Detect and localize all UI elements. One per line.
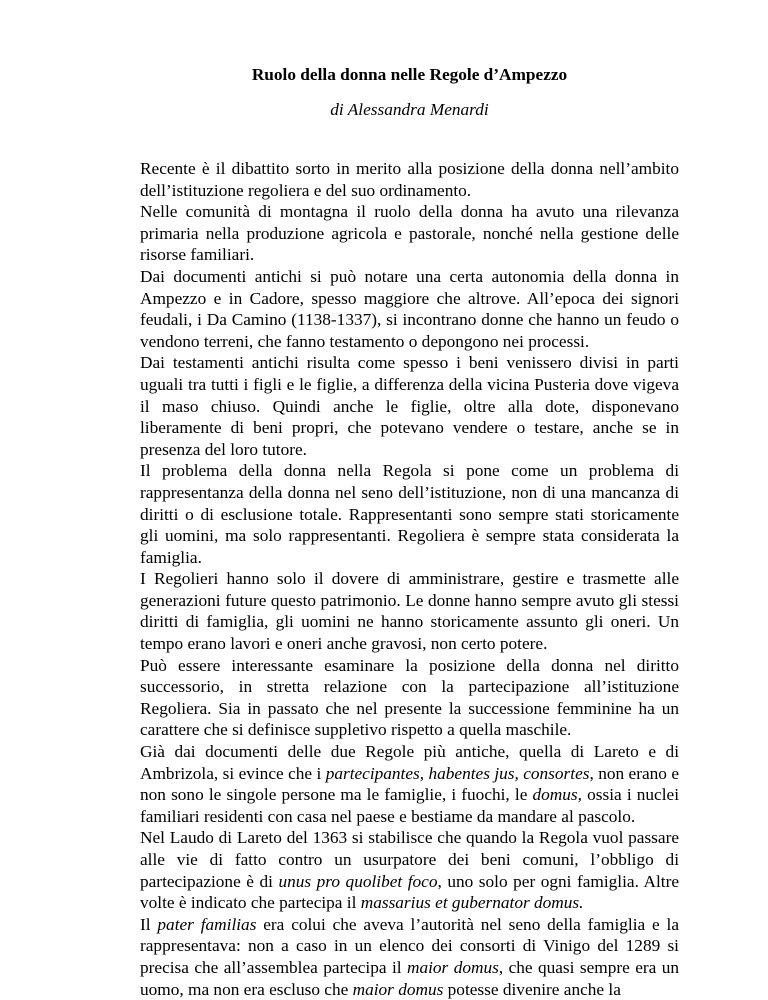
- text-run: Dai documenti antichi si può notare una certa autonomia della donna in Ampezzo e in Cadore, spesso maggiore che altrove. All’epoca dei signori feudali, i Da Camino (1138-1337), si incontrano donne che hanno un feudo o vendono terreni, che fanno testamento o depongono nei processi.: [140, 266, 679, 351]
- paragraph: [140, 460, 679, 568]
- paragraph: [140, 201, 679, 266]
- text-run: , ossia i nuclei familiari residenti con casa nel paese e bestiame da mandare al pascolo.: [140, 785, 679, 826]
- italic-phrase: domus: [532, 785, 578, 805]
- paragraph: [140, 741, 679, 827]
- paragraph: [140, 914, 679, 1000]
- text-run: Recente è il dibattito sorto in merito alla posizione della donna nell’ambito dell’istituzione regoliera e del suo ordinamento.: [140, 159, 679, 200]
- paragraph: [140, 352, 679, 460]
- text-run: Già dai documenti delle due Regole più antiche, quella di Lareto e di Ambrizola, si evince che i: [140, 742, 679, 783]
- text-run: Può essere interessante esaminare la posizione della donna nel diritto successorio, in stretta relazione con la partecipazione all’istituzione Regoliera. Sia in passato che nel presente la successione femminine ha un carattere che si definisce suppletivo rispetto a quella maschile.: [140, 655, 679, 740]
- italic-phrase: maior domus: [406, 957, 499, 977]
- document-title: Ruolo della donna nelle Regole d’Ampezzo: [251, 65, 568, 84]
- paragraph: [140, 266, 679, 352]
- text-run: , non erano e non sono le singole persone ma le famiglie, i fuochi, le: [140, 763, 679, 805]
- document-author: di Alessandra Menardi: [330, 100, 489, 119]
- text-run: Nelle comunità di montagna il ruolo della donna ha avuto una rilevanza primaria nella produzione agricola e pastorale, nonché nella gestione delle risorse familiari.: [140, 202, 679, 265]
- italic-phrase: maior domus: [352, 979, 444, 999]
- text-run: , che quasi sempre era un uomo, ma non era escluso che: [140, 957, 679, 999]
- paragraph: [140, 158, 679, 201]
- paragraph: [140, 655, 679, 741]
- text-run: Nel Laudo di Lareto del 1363 si stabilisce che quando la Regola vuol passare alle vie di fatto contro un usurpatore dei beni comuni, l’obbligo di partecipazione è di: [140, 828, 679, 891]
- italic-phrase: partecipantes, habentes jus, consortes: [325, 763, 590, 783]
- paragraph: [140, 568, 679, 654]
- text-run: , uno solo per ogni famiglia. Altre volte è indicato che partecipa il: [140, 871, 679, 913]
- paragraph: [140, 827, 679, 913]
- text-run: I Regolieri hanno solo il dovere di amministrare, gestire e trasmette alle generazioni future questo patrimonio. Le donne hanno sempre avuto gli stessi diritti di famiglia, gli uomini ne hanno storicamente assunto gli oneri. Un tempo erano lavori e oneri anche gravosi, non certo potere.: [140, 569, 679, 654]
- italic-phrase: pater familias: [157, 914, 257, 934]
- document-body: [140, 158, 679, 1000]
- text-run: Il: [140, 914, 158, 934]
- text-run: Dai testamenti antichi risulta come spesso i beni venissero divisi in parti uguali tra tutti i figli e le figlie, a differenza della vicina Pusteria dove vigeva il maso chiuso. Quindi anche le figlie, oltre alla dote, disponevano liberamente di beni propri, che potevano vendere o testare, anche se in presenza del loro tutore.: [140, 353, 679, 459]
- italic-phrase: unus pro quolibet foco: [278, 871, 438, 891]
- text-run: potesse divenire anche la: [443, 979, 621, 999]
- text-run: era colui che aveva l’autorità nel seno della famiglia e la rappresentava: non a caso in un elenco dei consorti di Vinigo del 1289 si precisa che all’assemblea partecipa il: [140, 914, 679, 977]
- text-run: Il problema della donna nella Regola si pone come un problema di rappresentanza della donna nel seno dell’istituzione, non di una mancanza di diritti o di esclusione totale. Rappresentanti sono sempre stati storicamente gli uomini, ma solo rappresentanti. Regoliera è sempre stata considerata la famiglia.: [140, 461, 679, 567]
- italic-phrase: massarius et gubernator domus.: [360, 893, 584, 913]
